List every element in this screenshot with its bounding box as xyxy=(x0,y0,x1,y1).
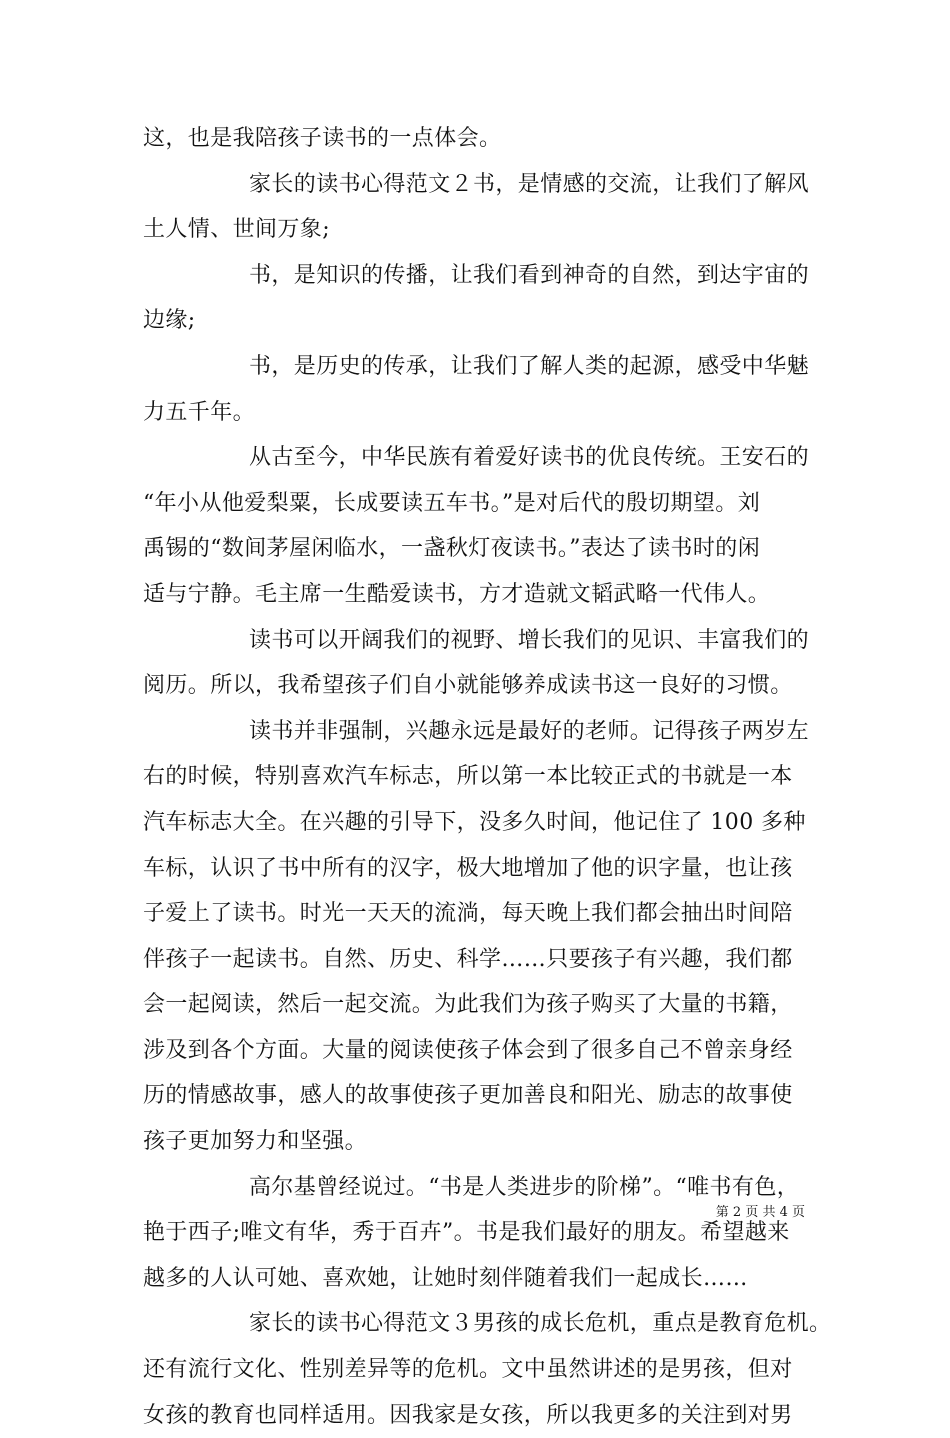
text-line: 从古至今，中华民族有着爱好读书的优良传统。王安石的 xyxy=(249,445,810,471)
text-line: 孩子更加努力和坚强。 xyxy=(143,1129,368,1155)
text-line: 涉及到各个方面。大量的阅读使孩子体会到了很多自己不曾亲身经 xyxy=(143,1037,793,1063)
text-line: 会一起阅读，然后一起交流。为此我们为孩子购买了大量的书籍， xyxy=(143,992,793,1018)
text-line: 伴孩子一起读书。自然、历史、科学……只要孩子有兴趣，我们都 xyxy=(143,946,793,972)
page-number-footer: 第 2 页 共 4 页 xyxy=(715,1205,805,1220)
text-line: 读书可以开阔我们的视野、增长我们的见识、丰富我们的 xyxy=(249,627,810,653)
text-line: 越多的人认可她、喜欢她，让她时刻伴随着我们一起成长…… xyxy=(143,1265,748,1291)
text-line: 土人情、世间万象; xyxy=(143,217,331,243)
text-line: 这，也是我陪孩子读书的一点体会。 xyxy=(143,126,502,151)
text-line: 书，是历史的传承，让我们了解人类的起源，感受中华魅 xyxy=(249,353,810,379)
text-line: “年小从他爱梨粟，长成要读五车书。”是对后代的殷切期望。刘 xyxy=(143,490,761,516)
text-line: 边缘; xyxy=(143,308,196,334)
text-line: 家长的读书心得范文３男孩的成长危机，重点是教育危机。 xyxy=(249,1311,832,1337)
text-line: 读书并非强制，兴趣永远是最好的老师。记得孩子两岁左 xyxy=(249,718,810,744)
text-line: 阅历。所以，我希望孩子们自小就能够养成读书这一良好的习惯。 xyxy=(143,673,793,699)
body-text xyxy=(143,116,833,1438)
text-line: 家长的读书心得范文２书，是情感的交流，让我们了解风 xyxy=(249,171,810,197)
text-line: 禹锡的“数间茅屋闲临水，一盏秋灯夜读书。”表达了读书时的闲 xyxy=(143,536,761,562)
text-line: 还有流行文化、性别差异等的危机。文中虽然讲述的是男孩，但对 xyxy=(143,1357,793,1383)
text-line: 历的情感故事，感人的故事使孩子更加善良和阳光、励志的故事使 xyxy=(143,1083,793,1109)
text-line: 车标，认识了书中所有的汉字，极大地增加了他的识字量，也让孩 xyxy=(143,855,793,881)
text-line: 高尔基曾经说过。“书是人类进步的阶梯”。“唯书有色， xyxy=(249,1174,800,1200)
text-line: 力五千年。 xyxy=(143,399,256,425)
text-line: 艳于西子;唯文有华，秀于百卉”。书是我们最好的朋友。希望越来 xyxy=(143,1220,790,1246)
text-line: 右的时候，特别喜欢汽车标志，所以第一本比较正式的书就是一本 xyxy=(143,764,793,790)
text-line: 适与宁静。毛主席一生酷爱读书，方才造就文韬武略一代伟人。 xyxy=(143,581,771,607)
text-line: 书，是知识的传播，让我们看到神奇的自然，到达宇宙的 xyxy=(249,262,810,288)
text-line: 子爱上了读书。时光一天天的流淌，每天晚上我们都会抽出时间陪 xyxy=(143,901,793,927)
text-line: 汽车标志大全。在兴趣的引导下，没多久时间，他记住了 100 多种 xyxy=(143,809,806,835)
text-line: 女孩的教育也同样适用。因我家是女孩，所以我更多的关注到对男 xyxy=(143,1402,793,1428)
